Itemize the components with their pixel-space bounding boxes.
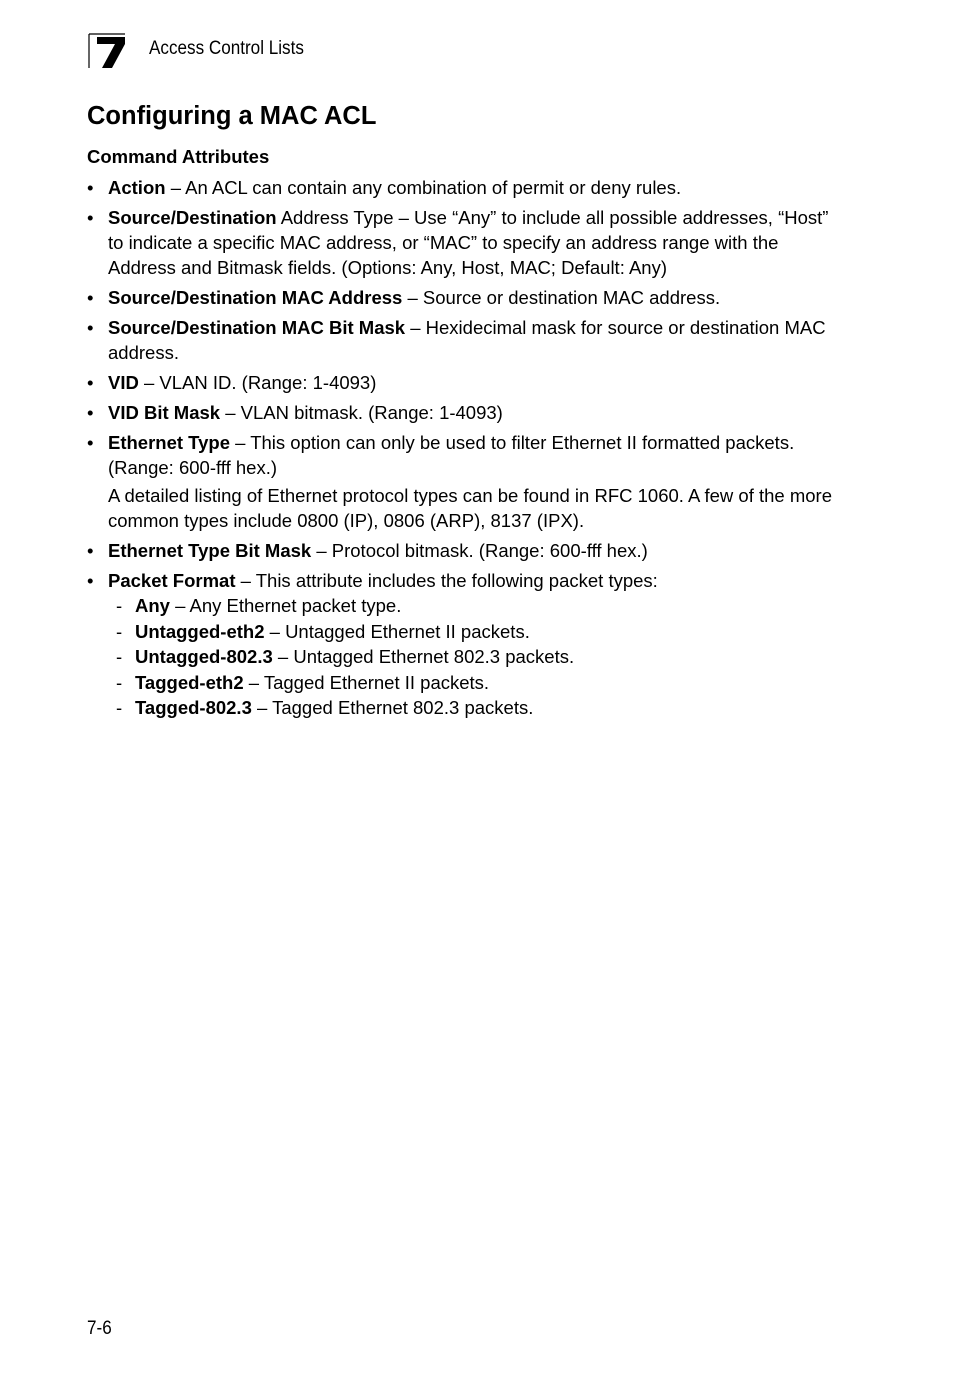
attribute-description: – Source or destination MAC address. <box>402 287 721 308</box>
attribute-term: Action <box>108 177 166 198</box>
bullet-icon: • <box>87 372 94 393</box>
bullet-icon: • <box>87 207 94 228</box>
dash-icon: - <box>116 671 123 693</box>
packet-format-term: Any <box>135 595 170 616</box>
list-item <box>87 285 847 310</box>
packet-format-description: – Any Ethernet packet type. <box>169 595 402 616</box>
packet-format-term: Untagged-802.3 <box>135 646 273 667</box>
packet-format-item <box>108 695 847 721</box>
attribute-description: – Hexidecimal mask for source or destination MAC address. <box>108 317 826 363</box>
list-item <box>87 315 847 365</box>
list-item <box>87 568 847 721</box>
attribute-description: – This option can only be used to filter Ethernet II formatted packets. (Range: 600-fff hex.) <box>108 432 795 478</box>
packet-format-term: Tagged-eth2 <box>135 671 244 693</box>
section-title: Configuring a MAC ACL <box>87 102 377 130</box>
attribute-term: Source/Destination MAC Address <box>108 287 403 308</box>
attribute-term: Ethernet Type <box>108 432 230 453</box>
attribute-term: Source/Destination MAC Bit Mask <box>108 317 406 338</box>
chapter-number-icon <box>88 33 126 69</box>
attribute-term: Ethernet Type Bit Mask <box>108 540 312 561</box>
bullet-icon: • <box>87 317 94 338</box>
packet-format-description: – Untagged Ethernet II packets. <box>264 620 530 642</box>
bullet-icon: • <box>87 570 94 591</box>
attribute-term: VID Bit Mask <box>108 402 221 423</box>
subsection-title: Command Attributes <box>87 146 270 167</box>
dash-icon: - <box>116 646 123 667</box>
dash-icon: - <box>116 595 123 616</box>
list-item <box>87 370 847 395</box>
attribute-term: VID <box>108 372 139 393</box>
list-item <box>87 400 847 425</box>
header-chapter-title: Access Control Lists <box>149 38 304 59</box>
attribute-term: Source/Destination <box>108 207 277 228</box>
packet-format-item <box>108 644 847 670</box>
attribute-description: – An ACL can contain any combination of permit or deny rules. <box>165 177 682 198</box>
list-item <box>87 175 847 200</box>
packet-format-term: Tagged-802.3 <box>135 697 252 718</box>
bullet-icon: • <box>87 287 94 308</box>
attribute-term: Packet Format <box>108 570 236 591</box>
packet-format-description: – Tagged Ethernet 802.3 packets. <box>251 697 534 718</box>
packet-format-description: – Tagged Ethernet II packets. <box>243 671 490 693</box>
attribute-description: Address Type – Use “Any” to include all possible addresses, “Host” to indicate a specific MAC address, or “MAC” to specify an address range with the Address and Bitmask fields. (Options: Any, Host, MAC; Default: Any) <box>108 207 829 278</box>
bullet-icon: • <box>87 432 94 453</box>
attribute-description: – VLAN bitmask. (Range: 1-4093) <box>220 402 503 423</box>
bullet-icon: • <box>87 177 94 198</box>
main-content <box>87 98 847 726</box>
page-number: 7-6 <box>87 1318 112 1339</box>
dash-icon: - <box>116 697 123 718</box>
packet-format-description: – Untagged Ethernet 802.3 packets. <box>272 646 575 667</box>
packet-format-item <box>108 619 847 645</box>
packet-format-item <box>108 593 847 619</box>
dash-icon: - <box>116 620 123 642</box>
bullet-icon: • <box>87 540 94 561</box>
bullet-icon: • <box>87 402 94 423</box>
list-item <box>87 538 847 563</box>
list-item <box>87 205 847 280</box>
attribute-list <box>87 175 847 721</box>
attribute-description: – VLAN ID. (Range: 1-4093) <box>138 372 377 393</box>
packet-format-list <box>108 593 847 721</box>
attribute-description: – Protocol bitmask. (Range: 600-fff hex.) <box>311 540 648 561</box>
packet-format-term: Untagged-eth2 <box>135 620 265 642</box>
list-item <box>87 430 847 533</box>
attribute-extra-note: A detailed listing of Ethernet protocol types can be found in RFC 1060. A few of the more common types include 0800 (IP), 0806 (ARP), 8137 (IPX). <box>108 485 832 531</box>
packet-format-item <box>108 670 847 696</box>
attribute-description: – This attribute includes the following packet types: <box>235 570 658 591</box>
